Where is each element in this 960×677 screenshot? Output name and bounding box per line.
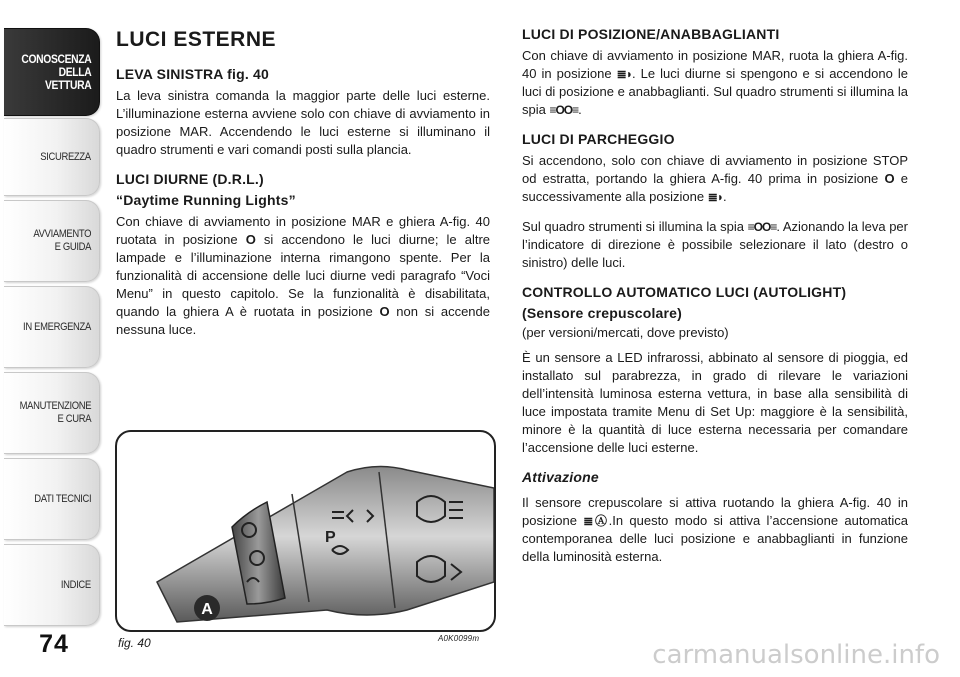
section-heading-attivazione: Attivazione <box>522 469 599 485</box>
tab-indice[interactable]: INDICE <box>4 544 100 626</box>
page-number: 74 <box>39 630 69 658</box>
low-beam-icon: ≣◗ <box>707 190 724 204</box>
section-subheading-drl: “Daytime Running Lights” <box>116 192 296 208</box>
watermark: carmanualsonline.info <box>652 640 940 670</box>
paragraph-autolight: È un sensore a LED infrarossi, abbinato al sensore di pioggia, ed installato sul parabrezza, in grado di rilevare le variazioni dell’intensità luminosa esterna vettura, in base alla sensibilità di luce impostata tramite Menu di Set Up: maggiore è la sensibilità, minore è la quantità di luce esterna necessaria per comandare l’accensione delle luci esterne. <box>522 350 908 455</box>
section-heading-leva-sinistra: LEVA SINISTRA fig. 40 <box>116 66 270 82</box>
tab-conoscenza-della-vettura[interactable]: CONOSCENZA DELLA VETTURA <box>4 28 100 116</box>
paragraph-luci-posizione: Con chiave di avviamento in posizione MAR, ruota la ghiera A-fig. 40 in posizione ≣◗. Le luci diurne si spengono e si accendono le luci di posizione e anabbaglianti. Sul quadro strumenti si illumina la spia ≡OO≡. <box>522 48 908 117</box>
figure-left-stalk <box>115 430 496 632</box>
page-title: LUCI ESTERNE <box>116 28 277 51</box>
figure-label-a: A <box>201 601 213 618</box>
position-o-symbol: O <box>884 171 895 186</box>
section-heading-luci-diurne: LUCI DIURNE (D.R.L.) <box>116 171 264 187</box>
paragraph-luci-diurne: Con chiave di avviamento in posizione MAR e ghiera A-fig. 40 ruotata in posizione O si accendono le luci diurne; le altre lampade e l’illuminazione interna rimangono spente. Per la funzionalità di accensione delle luci diurne vedi paragrafo “Voci Menu” in questo capitolo. Se la funzionalità è disabilitata, quando la ghiera A è ruotata in posizione O non si accende nessuna luce. <box>116 214 491 337</box>
figure-caption: fig. 40 <box>118 636 151 650</box>
position-o-symbol: O <box>379 304 390 319</box>
paragraph-attivazione: Il sensore crepuscolare si attiva ruotando la ghiera A-fig. 40 in posizione ≣Ⓐ.In questo modo si attiva l’accensione automatica contemporanea delle luci posizione e anabbaglianti in funzione della luminosità esterna. <box>522 495 908 564</box>
section-subheading-sensore: (Sensore crepuscolare) <box>522 305 683 321</box>
section-heading-luci-posizione: LUCI DI POSIZIONE/ANABBAGLIANTI <box>522 26 780 42</box>
availability-note: (per versioni/mercati, dove previsto) <box>522 325 729 340</box>
position-lights-icon: ≡OO≡ <box>549 103 579 117</box>
figure-code: A0K0099m <box>438 634 480 643</box>
tab-avviamento-e-guida[interactable]: AVVIAMENTO E GUIDA <box>4 200 100 282</box>
chapter-sidebar <box>0 0 103 677</box>
paragraph-luci-parcheggio: Si accendono, solo con chiave di avviamento in posizione STOP od estratta, portando la ghiera A-fig. 40 prima in posizione O e successivamente alla posizione ≣◗. <box>522 153 908 204</box>
right-column <box>522 26 908 578</box>
tab-sicurezza[interactable]: SICUREZZA <box>4 118 100 196</box>
auto-light-icon: ≣Ⓐ <box>583 514 609 528</box>
low-beam-icon: ≣◗ <box>616 67 632 81</box>
svg-text:P: P <box>325 529 336 546</box>
paragraph-leva-sinistra: La leva sinistra comanda la maggior parte delle luci esterne. L’illuminazione esterna avviene solo con chiave di avviamento in posizione MAR. Accendendo le luci esterne si illuminano il quadro strumenti e vari comandi posti sulla plancia. <box>116 88 490 157</box>
left-column <box>116 26 490 351</box>
position-lights-icon: ≡OO≡ <box>747 220 777 234</box>
tab-manutenzione-e-cura[interactable]: MANUTENZIONE E CURA <box>4 372 100 454</box>
section-heading-autolight: CONTROLLO AUTOMATICO LUCI (AUTOLIGHT) <box>522 284 847 300</box>
position-o-symbol: O <box>245 232 256 247</box>
tab-in-emergenza[interactable]: IN EMERGENZA <box>4 286 100 368</box>
left-stalk-illustration <box>117 432 494 630</box>
paragraph-spia-parcheggio: Sul quadro strumenti si illumina la spia ≡OO≡. Azionando la leva per l’indicatore di direzione è possibile selezionare il lato (destro o sinistro) delle luci. <box>522 219 908 270</box>
tab-dati-tecnici[interactable]: DATI TECNICI <box>4 458 100 540</box>
section-heading-luci-parcheggio: LUCI DI PARCHEGGIO <box>522 131 675 147</box>
